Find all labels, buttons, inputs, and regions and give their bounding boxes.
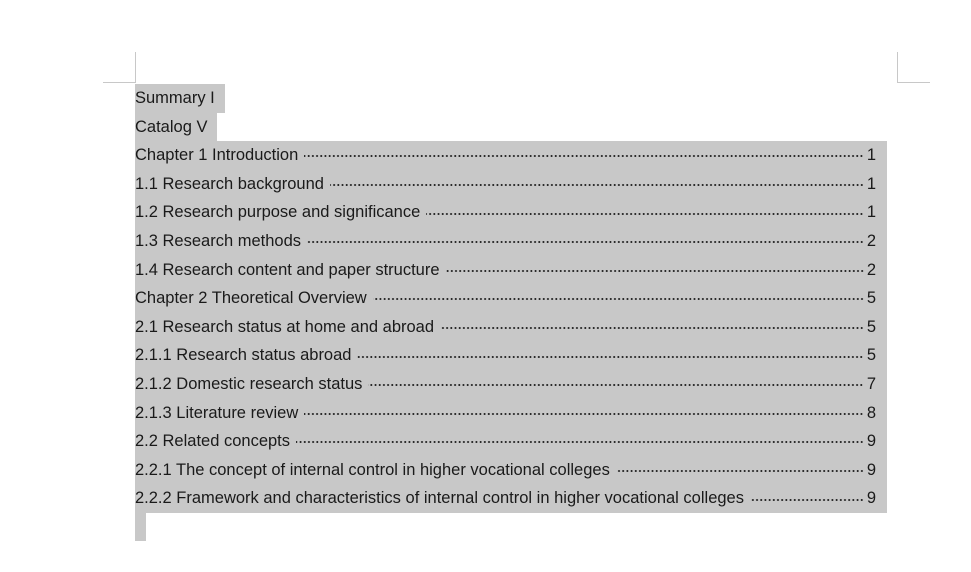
toc-dot-leader: [446, 270, 864, 272]
toc-entry[interactable]: [135, 313, 887, 342]
toc-dot-leader: [330, 184, 864, 186]
toc-entry-title: 2.2 Related concepts: [135, 432, 291, 451]
toc-entry-page-number: 2: [866, 231, 876, 250]
toc-entry[interactable]: [135, 141, 887, 170]
crop-mark-top-left-horizontal: [103, 82, 136, 83]
toc-line-text: Summary I: [135, 89, 215, 107]
toc-entry[interactable]: [135, 484, 887, 513]
toc-entry-title: 2.2.2 Framework and characteristics of internal control in higher vocational colleges: [135, 489, 744, 508]
toc-dot-leader: [426, 213, 864, 215]
toc-entry-page-number: 8: [866, 403, 876, 422]
toc-entry-title: Chapter 1 Introduction: [135, 146, 299, 165]
toc-dot-leader: [296, 441, 864, 443]
toc-line-summary[interactable]: [135, 84, 225, 113]
toc-entry[interactable]: [135, 399, 887, 428]
table-of-contents[interactable]: [135, 84, 887, 541]
toc-entry[interactable]: [135, 456, 887, 485]
toc-entry-page-number: 7: [866, 374, 876, 393]
toc-line-catalog[interactable]: [135, 113, 217, 142]
toc-dot-leader: [357, 356, 863, 358]
toc-entry-page-number: 5: [866, 289, 876, 308]
toc-dot-leader: [304, 413, 864, 415]
toc-entry-page-number: 1: [866, 203, 876, 222]
toc-dot-leader: [307, 241, 864, 243]
toc-entry-title: 2.1 Research status at home and abroad: [135, 317, 435, 336]
toc-entry[interactable]: [135, 170, 887, 199]
crop-mark-top-right-vertical: [897, 52, 898, 83]
toc-dot-leader: [373, 298, 864, 300]
toc-entry[interactable]: [135, 341, 887, 370]
toc-entry[interactable]: [135, 227, 887, 256]
toc-line-text: Catalog V: [135, 117, 208, 136]
toc-entry-page-number: 5: [866, 317, 876, 336]
toc-entry[interactable]: [135, 370, 887, 399]
toc-entry[interactable]: [135, 198, 887, 227]
toc-entry-title: 2.1.2 Domestic research status: [135, 374, 363, 393]
toc-entry-page-number: 9: [866, 432, 876, 451]
toc-entry-page-number: 9: [866, 489, 876, 508]
toc-dot-leader: [750, 499, 864, 501]
toc-dot-leader: [616, 470, 864, 472]
toc-entry-title: Chapter 2 Theoretical Overview: [135, 289, 367, 308]
toc-entry[interactable]: [135, 284, 887, 313]
toc-entry-title: 2.2.1 The concept of internal control in higher vocational colleges: [135, 460, 610, 479]
crop-mark-top-right-horizontal: [897, 82, 930, 83]
toc-entry-page-number: 1: [866, 146, 876, 165]
toc-entry-page-number: 9: [866, 460, 876, 479]
toc-entry-title: 1.2 Research purpose and significance: [135, 203, 421, 222]
crop-mark-top-left-vertical: [135, 52, 136, 83]
toc-entry-title: 2.1.3 Literature review: [135, 403, 299, 422]
toc-dot-leader: [368, 384, 863, 386]
toc-entry-page-number: 5: [866, 346, 876, 365]
selection-end-marker: [135, 513, 146, 541]
toc-dot-leader: [304, 155, 864, 157]
toc-entry-page-number: 1: [866, 174, 876, 193]
toc-entry[interactable]: [135, 427, 887, 456]
toc-entry-title: 1.4 Research content and paper structure: [135, 260, 440, 279]
toc-entry[interactable]: [135, 256, 887, 285]
toc-entry-page-number: 2: [866, 260, 876, 279]
toc-entry-title: 2.1.1 Research status abroad: [135, 346, 352, 365]
toc-entry-title: 1.3 Research methods: [135, 231, 302, 250]
toc-dot-leader: [440, 327, 864, 329]
toc-entry-title: 1.1 Research background: [135, 174, 324, 193]
